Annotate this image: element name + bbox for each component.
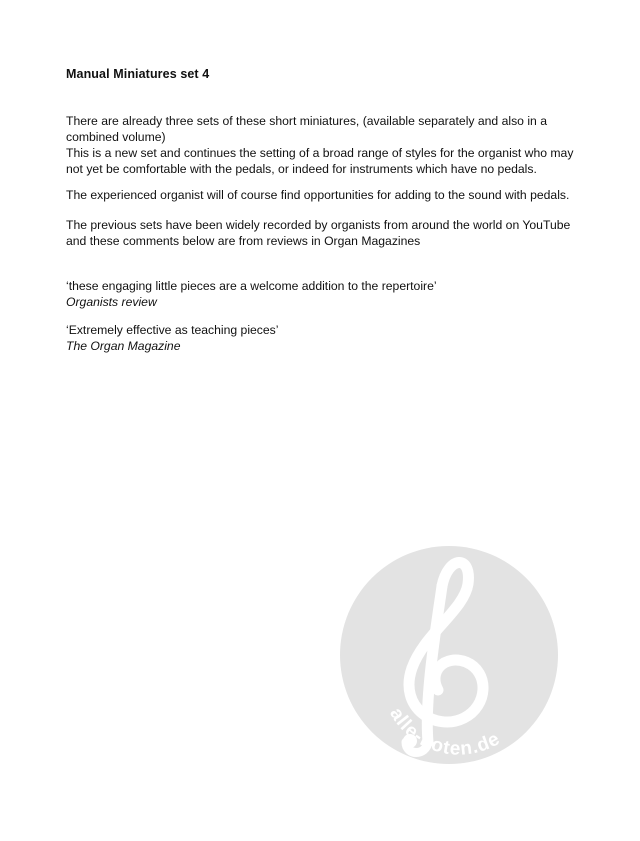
review-quote-text: ‘these engaging little pieces are a welcome addition to the repertoire’ [66, 279, 437, 293]
experienced-paragraph [66, 187, 570, 203]
watermark-logo [340, 546, 558, 764]
intro-line: combined volume) [66, 130, 166, 144]
experienced-line: The experienced organist will of course find opportunities for adding to the sound with pedals. [66, 188, 570, 202]
intro-line: There are already three sets of these short miniatures, (available separately and also in a [66, 114, 547, 128]
review-quote [66, 278, 566, 310]
previous-sets-paragraph [66, 217, 571, 249]
intro-line: This is a new set and continues the setting of a broad range of styles for the organist who may [66, 146, 574, 160]
previous-line: and these comments below are from reviews in Organ Magazines [66, 234, 421, 248]
watermark-text-span: alle-noten.de [385, 704, 505, 760]
page-title: Manual Miniatures set 4 [66, 67, 210, 81]
intro-paragraph [66, 113, 574, 177]
intro-line: not yet be comfortable with the pedals, or indeed for instruments which have no pedals. [66, 162, 537, 176]
review-quote [66, 322, 566, 354]
review-source: Organists review [66, 295, 157, 309]
review-source: The Organ Magazine [66, 339, 181, 353]
previous-line: The previous sets have been widely recorded by organists from around the world on YouTube [66, 218, 571, 232]
review-quote-text: ‘Extremely effective as teaching pieces’ [66, 323, 279, 337]
